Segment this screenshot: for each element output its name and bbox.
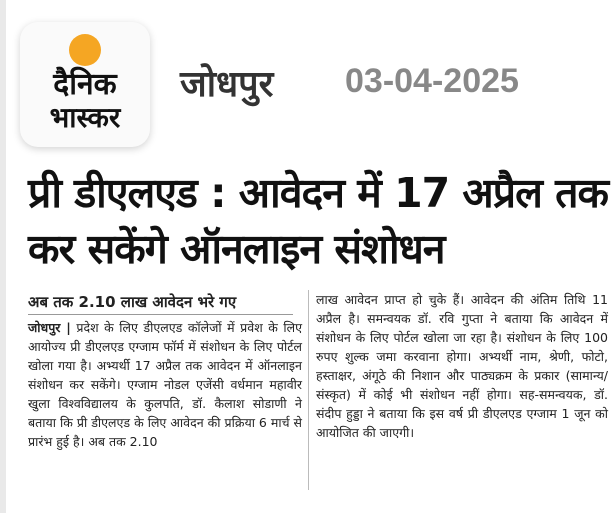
header — [0, 0, 615, 150]
column-divider — [308, 290, 309, 490]
logo-line2: भास्कर — [49, 101, 121, 134]
headline: प्री डीएलएड : आवेदन में 17 अप्रैल तक कर सकेंगे ऑनलाइन संशोधन — [28, 169, 608, 273]
subheadline: अब तक 2.10 लाख आवेदन भरे गए — [28, 292, 293, 315]
publication-date: 03-04-2025 — [345, 62, 519, 100]
dainik-bhaskar-logo — [20, 22, 150, 147]
sun-icon — [69, 34, 101, 66]
body-left-text: प्रदेश के लिए डीएलएड कॉलेजों में प्रवेश के लिए आयोज्य प्री डीएलएड एग्जाम फॉर्म में संशोधन के लिए पोर्टल खोला गया है। अभ्यर्थी 17 अप्रैल तक आवेदन में ऑनलाइन संशोधन कर सकेंगे। एग्जाम नोडल एजेंसी वर्धमान महावीर खुला विश्वविद्यालय के कुलपति, डॉ. कैलाश सोडाणी ने बताया कि प्री डीएलएड के लिए आवेदन की प्रक्रिया 6 मार्च से प्रारंभ हुई है। अब तक 2.10 — [28, 320, 302, 449]
body-right-text: लाख आवेदन प्राप्त हो चुके हैं। आवेदन की अंतिम तिथि 11 अप्रैल है। समन्वयक डॉ. रवि गुप्ता ने बताया कि आवेदन में संशोधन के लिए पोर्टल खोला जा रहा है। संशोधन के लिए 100 रुपए शुल्क जमा करवाना होगा। अभ्यर्थी नाम, श्रेणी, फोटो, हस्ताक्षर, अंगूठे की निशान और पाठ्यक्रम के प्रकार (सामान्य/संस्कृत) में कोई भी संशोधन नहीं होगा। सह-समन्वयक, डॉ. संदीप हुड्डा ने बताया कि इस वर्ष प्री डीएलएड एग्जाम 1 जून को आयोजित की जाएगी। — [316, 292, 608, 440]
city-name: जोधपुर — [180, 64, 274, 105]
article-column-left — [28, 318, 302, 451]
dateline: जोधपुर | — [28, 320, 71, 335]
logo-line1: दैनिक — [53, 67, 117, 102]
article-column-right — [316, 290, 608, 442]
